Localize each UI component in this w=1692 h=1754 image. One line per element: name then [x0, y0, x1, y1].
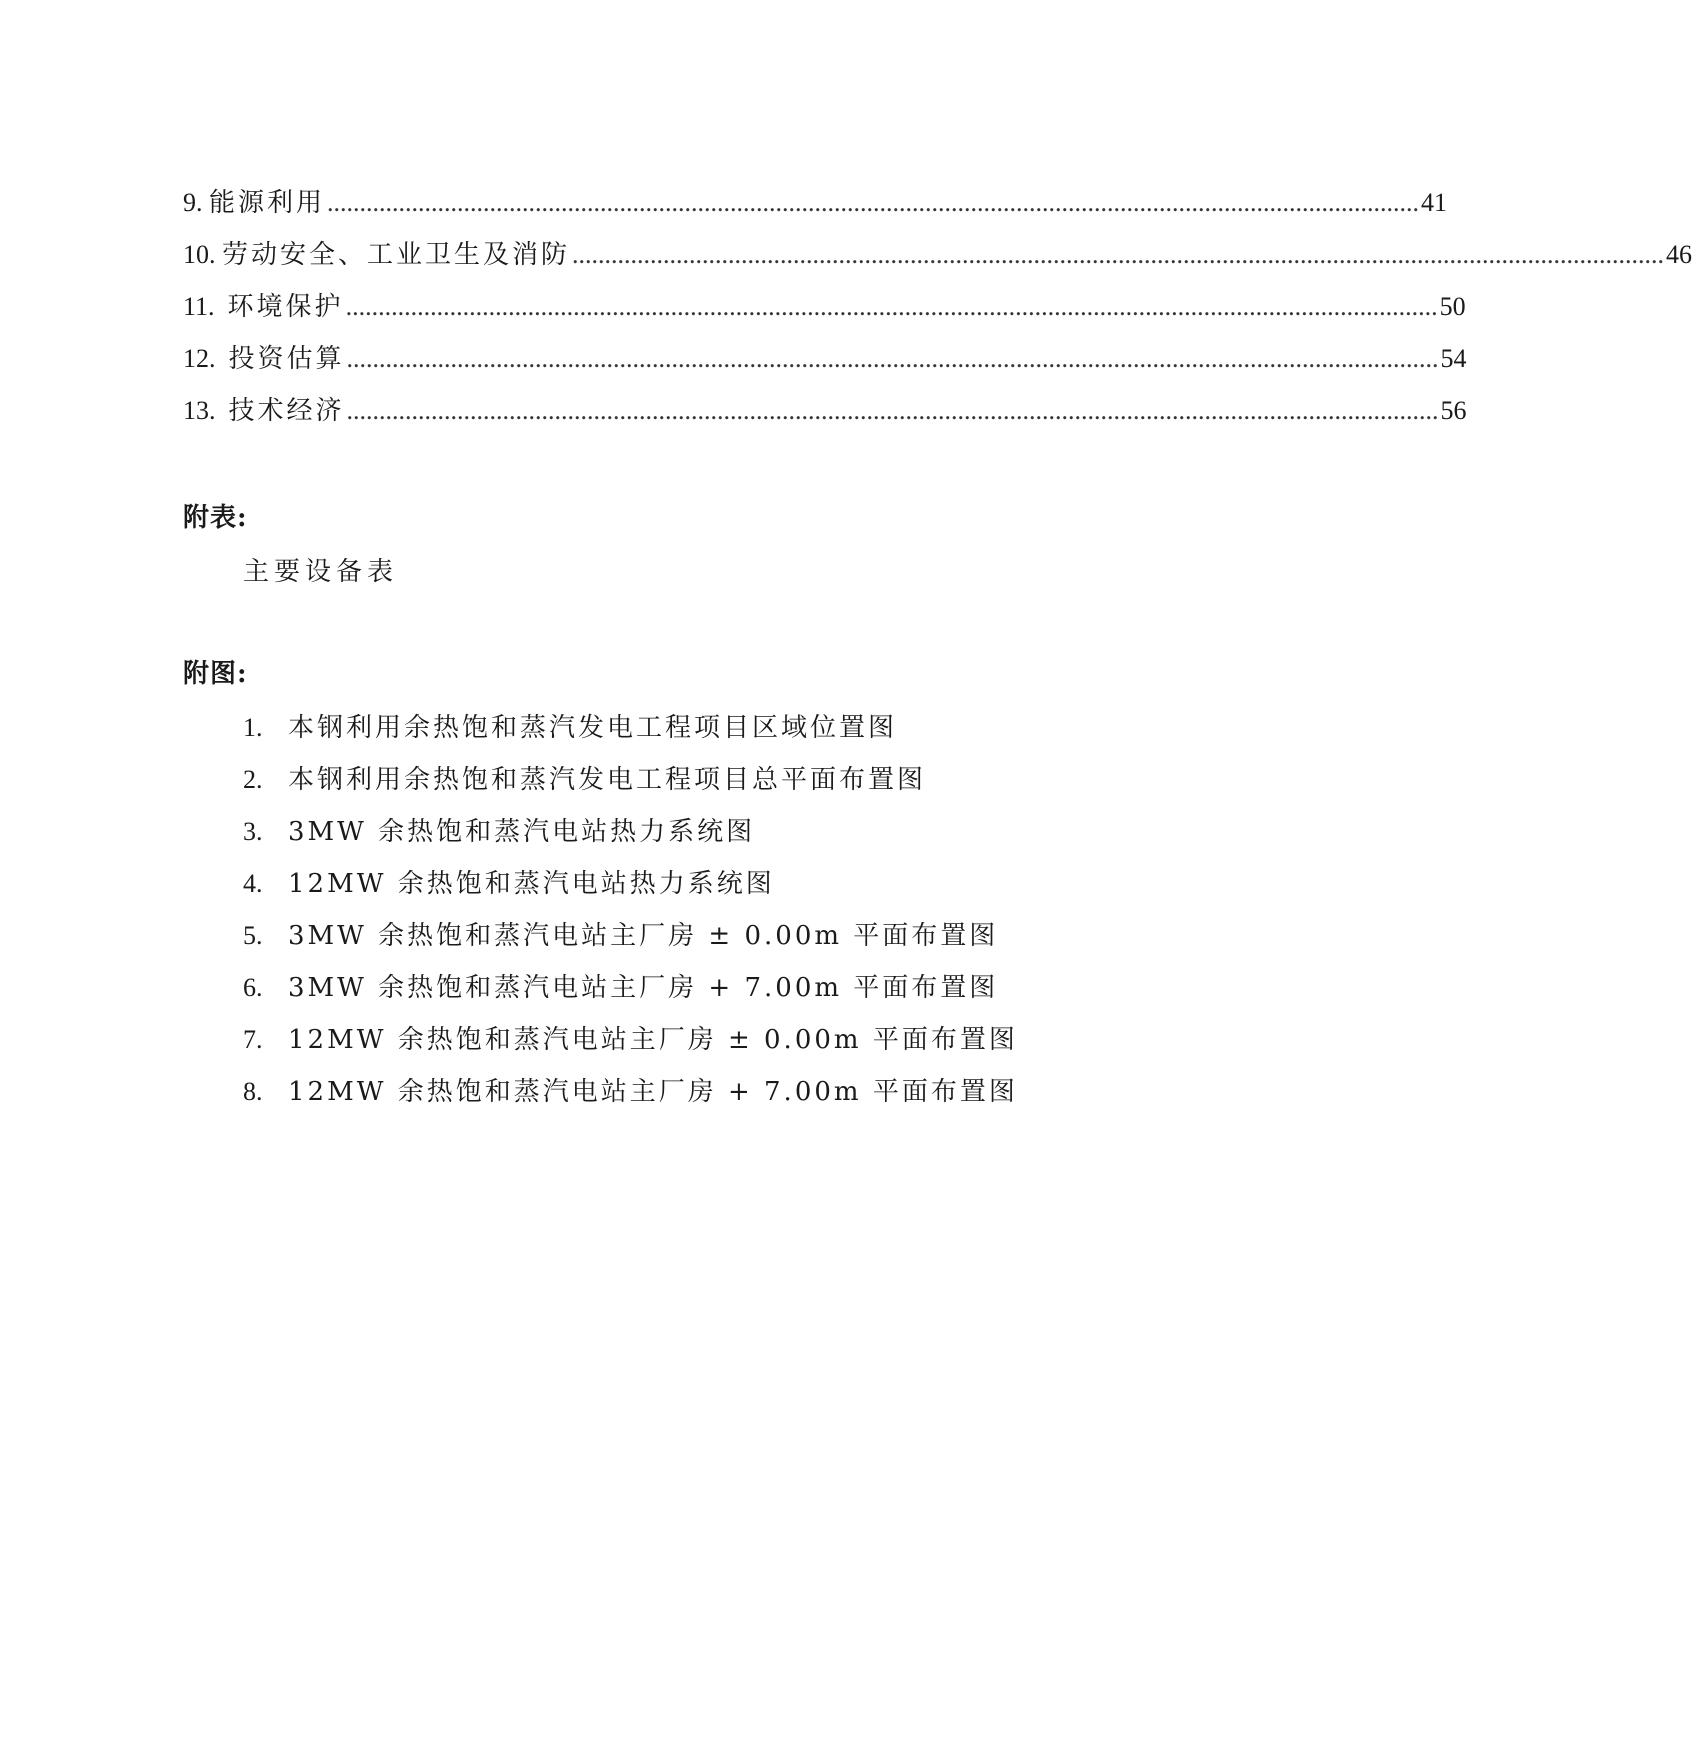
toc-entry[interactable]	[183, 234, 1692, 286]
appendix-tables-heading: 附表:	[183, 503, 248, 533]
toc-dot-leader: ........................................................................................................................................................................	[572, 240, 1665, 269]
toc-entry-page: 56	[1440, 396, 1467, 425]
list-item	[243, 811, 1063, 863]
list-item-title: 本钢利用余热饱和蒸汽发电工程项目总平面布置图	[288, 765, 927, 795]
toc-entry-number: 12.	[183, 344, 229, 373]
toc-entry-number: 13.	[183, 396, 229, 425]
toc-entry[interactable]	[183, 390, 1467, 442]
list-item-number: 2.	[243, 765, 263, 794]
list-item-number: 6.	[243, 973, 263, 1002]
toc-entry-title: 投资估算	[228, 344, 345, 374]
list-item-title: 3MW 余热饱和蒸汽电站热力系统图	[288, 817, 756, 847]
list-item-title: 本钢利用余热饱和蒸汽发电工程项目区域位置图	[288, 713, 898, 743]
list-item-number: 3.	[243, 817, 263, 846]
list-item	[243, 967, 1063, 1019]
table-of-contents	[183, 182, 1692, 442]
toc-entry-page: 54	[1440, 344, 1467, 373]
appendix-drawings-heading: 附图:	[183, 659, 248, 689]
toc-entry-number: 9.	[183, 188, 209, 217]
appendix-drawings-list	[243, 707, 1063, 1123]
toc-entry-title: 劳动安全、工业卫生及消防	[222, 240, 571, 270]
list-item	[243, 915, 1063, 967]
toc-entry-title: 能源利用	[209, 188, 326, 218]
toc-entry-number: 10.	[183, 240, 222, 269]
list-item-title: 12MW 余热饱和蒸汽电站主厂房 + 7.00m 平面布置图	[288, 1077, 1018, 1107]
toc-entry-page: 46	[1666, 240, 1692, 269]
list-item-title: 3MW 余热饱和蒸汽电站主厂房 ± 0.00m 平面布置图	[288, 921, 999, 951]
toc-entry-page: 50	[1439, 292, 1466, 321]
toc-entry[interactable]	[183, 338, 1467, 390]
toc-entry[interactable]	[183, 286, 1466, 338]
toc-entry-title: 技术经济	[228, 396, 345, 426]
toc-entry-page: 41	[1421, 188, 1448, 217]
toc-dot-leader: ........................................................................................................................................................................	[345, 292, 1438, 321]
toc-dot-leader: ........................................................................................................................................................................	[346, 344, 1439, 373]
toc-entry-number: 11.	[183, 292, 228, 321]
list-item-number: 8.	[243, 1077, 263, 1106]
toc-dot-leader: ........................................................................................................................................................................	[346, 396, 1439, 425]
toc-entry-title: 环境保护	[227, 292, 344, 322]
appendix-table-item: 主要设备表	[243, 557, 399, 587]
list-item-title: 12MW 余热饱和蒸汽电站主厂房 ± 0.00m 平面布置图	[288, 1025, 1018, 1055]
list-item-title: 12MW 余热饱和蒸汽电站热力系统图	[288, 869, 775, 899]
list-item	[243, 863, 1063, 915]
list-item	[243, 1071, 1063, 1123]
list-item	[243, 759, 1063, 811]
list-item-title: 3MW 余热饱和蒸汽电站主厂房 + 7.00m 平面布置图	[288, 973, 999, 1003]
list-item-number: 7.	[243, 1025, 263, 1054]
list-item-number: 5.	[243, 921, 263, 950]
toc-dot-leader: ........................................................................................................................................................................	[327, 188, 1420, 217]
list-item-number: 4.	[243, 869, 263, 898]
list-item-number: 1.	[243, 713, 263, 742]
toc-entry[interactable]	[183, 182, 1448, 234]
list-item	[243, 1019, 1063, 1071]
list-item	[243, 707, 1063, 759]
